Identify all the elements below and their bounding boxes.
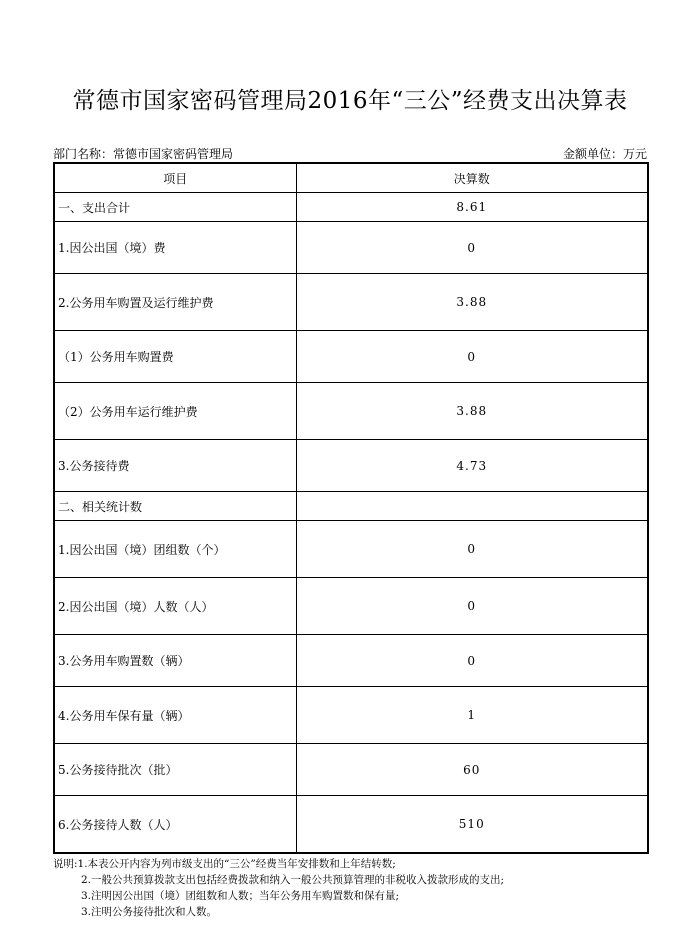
amount-unit: 金额单位：万元 [562, 147, 647, 161]
row-label: 6.公务接待人数（人） [54, 796, 296, 854]
table-row [54, 635, 648, 687]
table-row [54, 796, 648, 854]
row-label: 2.公务用车购置及运行维护费 [54, 274, 296, 331]
row-value: 0 [296, 635, 648, 687]
table-row [54, 274, 648, 331]
row-value: 3.88 [296, 383, 648, 440]
row-value: 0 [296, 521, 648, 578]
note-line: 3.注明因公出国（境）团组数和人数；当年公务用车购置数和保有量; [81, 890, 400, 902]
table-row [54, 744, 648, 796]
table-row [54, 492, 648, 521]
row-label: （1）公务用车购置费 [54, 331, 296, 383]
row-value: 60 [296, 744, 648, 796]
row-value: 0 [296, 222, 648, 274]
header-item: 项目 [54, 163, 296, 193]
row-label: 一、支出合计 [54, 193, 296, 222]
expenditure-table [53, 162, 649, 854]
table-row [54, 193, 648, 222]
note-line: 3.注明公务接待批次和人数。 [81, 906, 218, 918]
row-label: 1.因公出国（境）费 [54, 222, 296, 274]
row-value: 510 [296, 796, 648, 854]
table-row [54, 331, 648, 383]
notes [53, 856, 504, 920]
row-label: 4.公务用车保有量（辆） [54, 687, 296, 744]
row-label: 1.因公出国（境）团组数（个） [54, 521, 296, 578]
table-row [54, 687, 648, 744]
row-label: 3.公务接待费 [54, 440, 296, 492]
page-title: 常德市国家密码管理局2016年“三公”经费支出决算表 [72, 88, 628, 114]
row-label: 5.公务接待批次（批） [54, 744, 296, 796]
row-value: 4.73 [296, 440, 648, 492]
table-row [54, 521, 648, 578]
note-line: 说明:1.本表公开内容为列市级支出的“三公”经费当年安排数和上年结转数; [53, 858, 396, 870]
table-row [54, 440, 648, 492]
table-header-row [54, 163, 648, 193]
header-amount: 决算数 [296, 163, 648, 193]
row-label: 3.公务用车购置数（辆） [54, 635, 296, 687]
table-row [54, 222, 648, 274]
department-name: 部门名称：常德市国家密码管理局 [53, 147, 234, 161]
note-line: 2.一般公共预算拨款支出包括经费拨款和纳入一般公共预算管理的非税收入拨款形成的支出; [81, 874, 505, 886]
table-row [54, 383, 648, 440]
row-label: 2.因公出国（境）人数（人） [54, 578, 296, 635]
row-value: 8.61 [296, 193, 648, 222]
table-row [54, 578, 648, 635]
row-value: 1 [296, 687, 648, 744]
row-label: 二、相关统计数 [54, 492, 296, 521]
row-value: 0 [296, 578, 648, 635]
row-value: 3.88 [296, 274, 648, 331]
row-value [296, 492, 648, 521]
row-label: （2）公务用车运行维护费 [54, 383, 296, 440]
row-value: 0 [296, 331, 648, 383]
